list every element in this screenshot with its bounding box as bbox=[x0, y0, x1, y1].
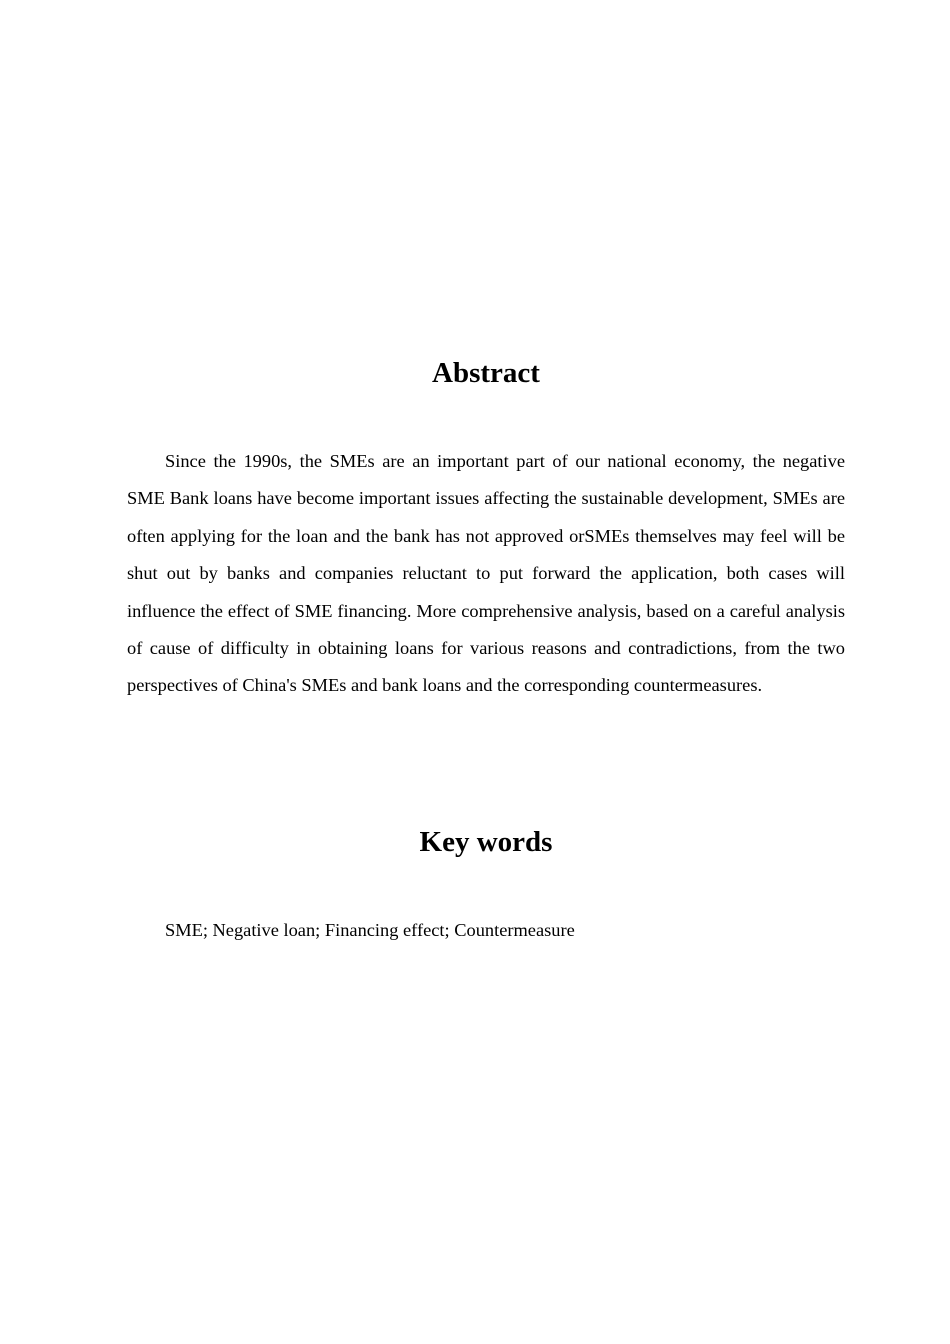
keywords-heading: Key words bbox=[419, 826, 553, 858]
abstract-paragraph: Since the 1990s, the SMEs are an important part of our national economy, the negative SME Bank loans have become important issues affecting the sustainable development, SMEs are often applying for the loan and the bank has not approved orSMEs themselves may feel will be shut out by banks and companies reluctant to put forward the application, both cases will influence the effect of SME financing. More comprehensive analysis, based on a careful analysis of cause of difficulty in obtaining loans for various reasons and contradictions, from the two perspectives of China's SMEs and bank loans and the corresponding countermeasures. bbox=[127, 451, 845, 696]
abstract-heading: Abstract bbox=[432, 357, 540, 389]
keywords-list: SME; Negative loan; Financing effect; Countermeasure bbox=[165, 920, 575, 940]
